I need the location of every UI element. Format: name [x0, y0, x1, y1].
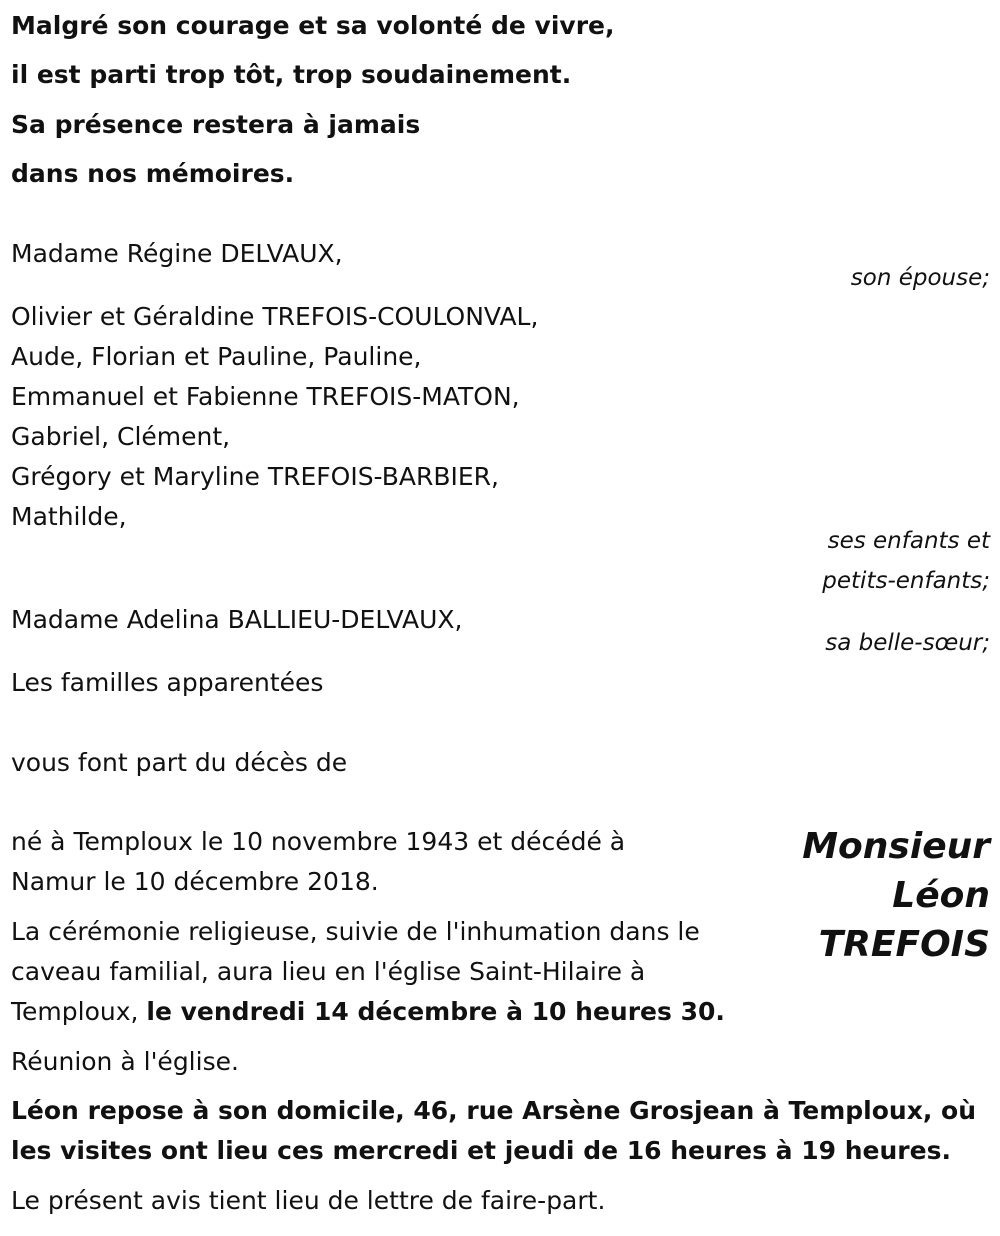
child-line: Aude, Florian et Pauline, Pauline, — [11, 342, 422, 371]
ceremony-line-1: La cérémonie religieuse, suivie de l'inhumation dans le — [11, 917, 700, 946]
sister-in-law-name: Madame Adelina BALLIEU-DELVAUX, — [11, 605, 463, 634]
child-line: Olivier et Géraldine TREFOIS-COULONVAL, — [11, 302, 539, 331]
closing: Le présent avis tient lieu de lettre de faire-part. — [11, 1186, 606, 1215]
children-role-line-2: petits-enfants; — [822, 568, 990, 594]
announcement: vous font part du décès de — [11, 748, 348, 777]
deceased-name — [802, 822, 990, 969]
meeting: Réunion à l'église. — [11, 1047, 239, 1076]
spouse-name: Madame Régine DELVAUX, — [11, 239, 343, 268]
ceremony-date: le vendredi 14 décembre à 10 heures 30. — [146, 997, 725, 1026]
ceremony-line-2: caveau familial, aura lieu en l'église Saint-Hilaire à — [11, 957, 646, 986]
intro-line-4: dans nos mémoires. — [11, 159, 295, 188]
visits-line-1: Léon repose à son domicile, 46, rue Arsène Grosjean à Temploux, où — [11, 1096, 976, 1125]
children-role-line-1: ses enfants et — [827, 528, 990, 554]
deceased-first-name: Léon — [892, 875, 990, 916]
intro-line-2: il est parti trop tôt, trop soudainement. — [11, 60, 572, 89]
deceased-title: Monsieur — [802, 826, 990, 867]
intro-line-3: Sa présence restera à jamais — [11, 110, 421, 139]
child-line: Emmanuel et Fabienne TREFOIS-MATON, — [11, 382, 520, 411]
ceremony-line-3 — [11, 992, 725, 1032]
relatives: Les familles apparentées — [11, 668, 324, 697]
child-line: Grégory et Maryline TREFOIS-BARBIER, — [11, 462, 499, 491]
ceremony-place: Temploux, — [11, 997, 147, 1026]
spouse-role: son épouse; — [850, 265, 990, 291]
child-line: Gabriel, Clément, — [11, 422, 231, 451]
birth-death-line-1: né à Temploux le 10 novembre 1943 et décédé à — [11, 827, 626, 856]
deceased-last-name: TREFOIS — [818, 924, 990, 965]
birth-death-line-2: Namur le 10 décembre 2018. — [11, 867, 379, 896]
child-line: Mathilde, — [11, 502, 127, 531]
intro-line-1: Malgré son courage et sa volonté de vivre, — [11, 11, 615, 40]
visits-line-2: les visites ont lieu ces mercredi et jeudi de 16 heures à 19 heures. — [11, 1136, 951, 1165]
sister-in-law-role: sa belle-sœur; — [825, 630, 990, 656]
